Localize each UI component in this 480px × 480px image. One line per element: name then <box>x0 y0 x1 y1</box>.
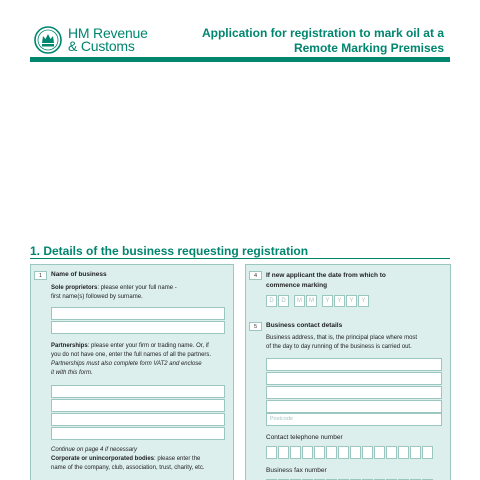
date-year-3[interactable]: Y <box>346 295 357 307</box>
date-month-2[interactable]: M <box>306 295 317 307</box>
phone-number-input[interactable] <box>266 446 434 459</box>
partnership-note-2: it with this form. <box>51 370 93 376</box>
question-number-5: 5 <box>249 322 262 331</box>
partnership-name-field-2[interactable] <box>51 399 225 412</box>
date-day-2[interactable]: D <box>278 295 289 307</box>
date-year-4[interactable]: Y <box>358 295 369 307</box>
corporate-text-2: name of the company, club, association, trust, charity, etc. <box>51 465 205 471</box>
address-line-1[interactable] <box>266 358 442 371</box>
date-year-1[interactable]: Y <box>322 295 333 307</box>
phone-digit-11[interactable] <box>386 446 397 459</box>
start-date-title-2: commence marking <box>266 282 328 289</box>
question-title-start-date <box>266 271 386 291</box>
question-title-contact-details: Business contact details <box>266 322 343 329</box>
partnership-name-field-3[interactable] <box>51 413 225 426</box>
phone-digit-8[interactable] <box>350 446 361 459</box>
business-contact-panel <box>245 264 451 480</box>
phone-digit-2[interactable] <box>278 446 289 459</box>
partnership-label: Partnerships <box>51 343 88 349</box>
phone-digit-4[interactable] <box>302 446 313 459</box>
business-address-instructions <box>266 334 450 352</box>
postcode-placeholder: Postcode <box>270 416 293 422</box>
partnership-text-2: you do not have one, enter the full names of all the partners. <box>51 352 212 358</box>
postcode-field[interactable] <box>266 413 442 426</box>
partnership-name-field-1[interactable] <box>51 385 225 398</box>
section-title: 1. Details of the business requesting registration <box>30 244 309 258</box>
org-name <box>68 27 148 53</box>
address-text-1: Business address, that is, the principal place where most <box>266 335 418 341</box>
business-name-panel <box>30 264 234 480</box>
crown-crest-icon <box>34 26 62 54</box>
address-line-4[interactable] <box>266 400 442 413</box>
date-month-1[interactable]: M <box>294 295 305 307</box>
sole-text-2: first name(s) followed by surname. <box>51 294 143 300</box>
address-text-2: of the day to day running of the business is carried out. <box>266 344 412 350</box>
start-date-input[interactable] <box>266 295 370 307</box>
sole-proprietor-instructions <box>51 284 231 302</box>
partnership-instructions <box>51 342 233 378</box>
phone-label: Contact telephone number <box>266 434 343 441</box>
question-number-4: 4 <box>249 271 262 280</box>
date-year-2[interactable]: Y <box>334 295 345 307</box>
phone-digit-5[interactable] <box>314 446 325 459</box>
header-rule <box>30 57 450 62</box>
sole-label: Sole proprietors <box>51 285 98 291</box>
hmrc-logo <box>34 26 148 54</box>
partnership-name-field-4[interactable] <box>51 427 225 440</box>
phone-digit-12[interactable] <box>398 446 409 459</box>
form-title <box>184 26 444 56</box>
phone-digit-7[interactable] <box>338 446 349 459</box>
corporate-text: : please enter the <box>154 456 201 462</box>
org-name-line2: & Customs <box>68 38 135 54</box>
continue-note: Continue on page 4 if necessary <box>51 447 138 453</box>
address-line-3[interactable] <box>266 386 442 399</box>
form-title-line2: Remote Marking Premises <box>293 41 444 55</box>
phone-digit-13[interactable] <box>410 446 421 459</box>
corporate-instructions <box>51 446 231 473</box>
partnership-note-1: Partnerships must also complete form VAT2 and enclose <box>51 361 202 367</box>
corporate-label: Corporate or unincorporated bodies <box>51 456 155 462</box>
section-rule <box>30 258 450 259</box>
org-name-line1: HM Revenue <box>68 25 148 41</box>
sole-text: : please enter your full name - <box>97 285 177 291</box>
phone-digit-6[interactable] <box>326 446 337 459</box>
question-number-1: 1 <box>34 271 47 280</box>
phone-digit-14[interactable] <box>422 446 433 459</box>
phone-digit-9[interactable] <box>362 446 373 459</box>
question-title-business-name: Name of business <box>51 271 107 278</box>
phone-digit-10[interactable] <box>374 446 385 459</box>
business-name-field-2[interactable] <box>51 321 225 334</box>
phone-digit-1[interactable] <box>266 446 277 459</box>
partnership-text: : please enter your firm or trading name. Or, if <box>87 343 209 349</box>
address-line-2[interactable] <box>266 372 442 385</box>
phone-digit-3[interactable] <box>290 446 301 459</box>
form-title-line1: Application for registration to mark oil at a <box>201 26 444 40</box>
business-name-field-1[interactable] <box>51 307 225 320</box>
start-date-title-1: If new applicant the date from which to <box>266 272 386 279</box>
date-day-1[interactable]: D <box>266 295 277 307</box>
fax-label: Business fax number <box>266 467 327 474</box>
